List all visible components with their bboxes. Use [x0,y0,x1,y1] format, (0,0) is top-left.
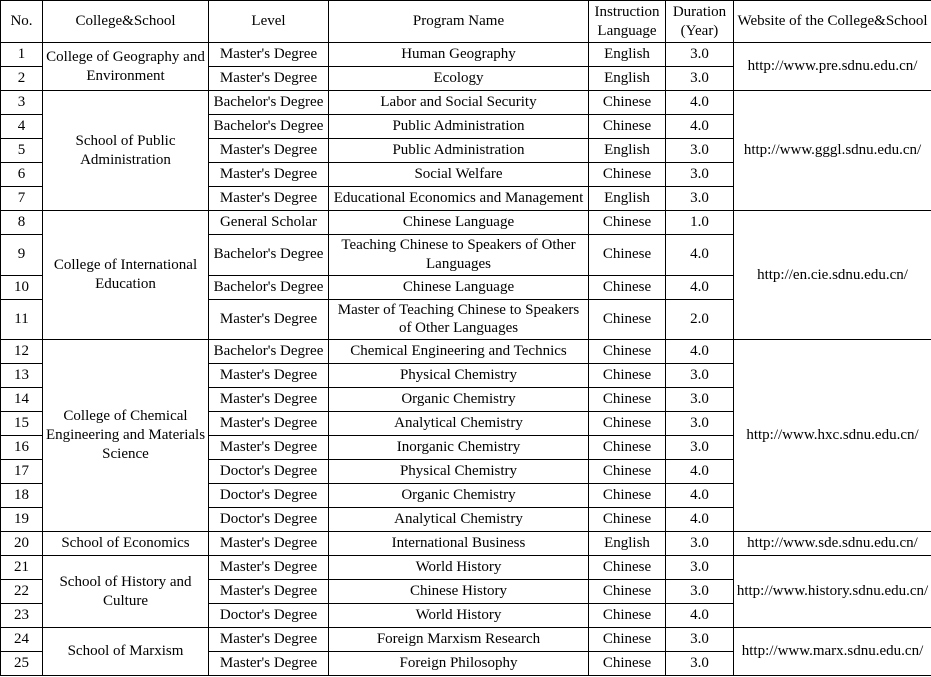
cell-instruction-language: Chinese [589,388,666,412]
cell-level: Master's Degree [209,556,329,580]
cell-row-number: 1 [1,43,43,67]
table-row [1,91,931,115]
cell-duration: 3.0 [666,139,734,163]
header-duration-year: Duration (Year) [666,1,734,43]
cell-website: http://www.history.sdnu.edu.cn/ [734,556,931,628]
cell-row-number: 4 [1,115,43,139]
cell-row-number: 20 [1,532,43,556]
cell-instruction-language: Chinese [589,163,666,187]
cell-duration: 4.0 [666,91,734,115]
cell-duration: 3.0 [666,67,734,91]
cell-duration: 3.0 [666,388,734,412]
cell-level: Bachelor's Degree [209,91,329,115]
cell-duration: 4.0 [666,460,734,484]
cell-duration: 2.0 [666,299,734,340]
cell-row-number: 7 [1,187,43,211]
cell-instruction-language: Chinese [589,364,666,388]
cell-duration: 3.0 [666,556,734,580]
cell-instruction-language: Chinese [589,299,666,340]
cell-row-number: 25 [1,652,43,676]
cell-program-name: Ecology [329,67,589,91]
cell-duration: 3.0 [666,364,734,388]
cell-college-school: School of History and Culture [43,556,209,628]
header-program-name: Program Name [329,1,589,43]
cell-program-name: Chinese Language [329,275,589,299]
cell-row-number: 18 [1,484,43,508]
cell-program-name: International Business [329,532,589,556]
cell-row-number: 11 [1,299,43,340]
cell-instruction-language: Chinese [589,604,666,628]
cell-college-school: College of International Education [43,211,209,340]
cell-duration: 3.0 [666,628,734,652]
cell-row-number: 16 [1,436,43,460]
cell-duration: 3.0 [666,580,734,604]
cell-level: Master's Degree [209,652,329,676]
cell-college-school: College of Chemical Engineering and Materials Science [43,340,209,532]
cell-level: Master's Degree [209,187,329,211]
cell-program-name: Physical Chemistry [329,364,589,388]
header-row [1,1,931,43]
cell-college-school: School of Economics [43,532,209,556]
cell-instruction-language: Chinese [589,652,666,676]
cell-level: Bachelor's Degree [209,340,329,364]
cell-instruction-language: Chinese [589,436,666,460]
cell-duration: 4.0 [666,484,734,508]
cell-row-number: 21 [1,556,43,580]
cell-program-name: Foreign Marxism Research [329,628,589,652]
cell-duration: 1.0 [666,211,734,235]
cell-level: Master's Degree [209,139,329,163]
cell-row-number: 10 [1,275,43,299]
table-row [1,43,931,67]
cell-duration: 3.0 [666,412,734,436]
table-row [1,556,931,580]
cell-website: http://www.pre.sdnu.edu.cn/ [734,43,931,91]
cell-duration: 3.0 [666,436,734,460]
cell-row-number: 9 [1,235,43,276]
cell-level: Master's Degree [209,580,329,604]
cell-instruction-language: English [589,139,666,163]
cell-level: Doctor's Degree [209,508,329,532]
cell-instruction-language: Chinese [589,508,666,532]
cell-level: General Scholar [209,211,329,235]
cell-row-number: 5 [1,139,43,163]
cell-program-name: Physical Chemistry [329,460,589,484]
header-college-school: College&School [43,1,209,43]
cell-row-number: 24 [1,628,43,652]
cell-level: Master's Degree [209,628,329,652]
cell-instruction-language: Chinese [589,580,666,604]
cell-row-number: 19 [1,508,43,532]
cell-program-name: World History [329,556,589,580]
cell-level: Bachelor's Degree [209,235,329,276]
cell-level: Master's Degree [209,436,329,460]
cell-program-name: Chinese Language [329,211,589,235]
cell-row-number: 14 [1,388,43,412]
cell-instruction-language: Chinese [589,412,666,436]
cell-row-number: 8 [1,211,43,235]
cell-program-name: Analytical Chemistry [329,508,589,532]
table-row [1,628,931,652]
cell-level: Master's Degree [209,412,329,436]
cell-duration: 4.0 [666,604,734,628]
cell-program-name: Organic Chemistry [329,484,589,508]
cell-duration: 3.0 [666,43,734,67]
cell-level: Doctor's Degree [209,604,329,628]
cell-program-name: Social Welfare [329,163,589,187]
cell-program-name: Human Geography [329,43,589,67]
cell-program-name: Teaching Chinese to Speakers of Other Languages [329,235,589,276]
cell-instruction-language: English [589,67,666,91]
cell-instruction-language: English [589,187,666,211]
cell-instruction-language: Chinese [589,556,666,580]
cell-level: Doctor's Degree [209,460,329,484]
cell-duration: 4.0 [666,275,734,299]
cell-duration: 3.0 [666,187,734,211]
cell-level: Master's Degree [209,163,329,187]
cell-program-name: Foreign Philosophy [329,652,589,676]
cell-level: Bachelor's Degree [209,275,329,299]
cell-row-number: 6 [1,163,43,187]
cell-level: Doctor's Degree [209,484,329,508]
cell-program-name: Master of Teaching Chinese to Speakers of Other Languages [329,299,589,340]
cell-instruction-language: Chinese [589,628,666,652]
cell-row-number: 13 [1,364,43,388]
cell-program-name: Chemical Engineering and Technics [329,340,589,364]
table-row [1,340,931,364]
cell-college-school: School of Public Administration [43,91,209,211]
cell-program-name: Analytical Chemistry [329,412,589,436]
cell-row-number: 15 [1,412,43,436]
cell-program-name: Public Administration [329,115,589,139]
cell-website: http://www.gggl.sdnu.edu.cn/ [734,91,931,211]
cell-instruction-language: Chinese [589,115,666,139]
cell-website: http://www.hxc.sdnu.edu.cn/ [734,340,931,532]
cell-level: Bachelor's Degree [209,115,329,139]
cell-instruction-language: Chinese [589,211,666,235]
cell-instruction-language: Chinese [589,340,666,364]
cell-instruction-language: English [589,532,666,556]
cell-instruction-language: Chinese [589,91,666,115]
cell-duration: 3.0 [666,652,734,676]
cell-duration: 3.0 [666,163,734,187]
cell-row-number: 17 [1,460,43,484]
cell-duration: 4.0 [666,115,734,139]
table-row [1,532,931,556]
cell-row-number: 22 [1,580,43,604]
cell-row-number: 3 [1,91,43,115]
cell-instruction-language: English [589,43,666,67]
cell-instruction-language: Chinese [589,275,666,299]
cell-duration: 3.0 [666,532,734,556]
cell-program-name: Inorganic Chemistry [329,436,589,460]
cell-website: http://en.cie.sdnu.edu.cn/ [734,211,931,340]
cell-program-name: Chinese History [329,580,589,604]
cell-website: http://www.marx.sdnu.edu.cn/ [734,628,931,676]
cell-level: Master's Degree [209,364,329,388]
cell-level: Master's Degree [209,388,329,412]
cell-duration: 4.0 [666,340,734,364]
cell-level: Master's Degree [209,532,329,556]
cell-website: http://www.sde.sdnu.edu.cn/ [734,532,931,556]
cell-row-number: 2 [1,67,43,91]
cell-college-school: College of Geography and Environment [43,43,209,91]
header-website: Website of the College&School [734,1,931,43]
cell-program-name: Labor and Social Security [329,91,589,115]
cell-duration: 4.0 [666,235,734,276]
cell-college-school: School of Marxism [43,628,209,676]
header-no: No. [1,1,43,43]
table-row [1,211,931,235]
cell-instruction-language: Chinese [589,460,666,484]
header-instruction-language: Instruction Language [589,1,666,43]
cell-row-number: 12 [1,340,43,364]
cell-level: Master's Degree [209,43,329,67]
cell-program-name: Educational Economics and Management [329,187,589,211]
cell-instruction-language: Chinese [589,484,666,508]
cell-level: Master's Degree [209,299,329,340]
cell-row-number: 23 [1,604,43,628]
cell-instruction-language: Chinese [589,235,666,276]
header-level: Level [209,1,329,43]
cell-program-name: Organic Chemistry [329,388,589,412]
cell-level: Master's Degree [209,67,329,91]
cell-program-name: Public Administration [329,139,589,163]
cell-program-name: World History [329,604,589,628]
cell-duration: 4.0 [666,508,734,532]
